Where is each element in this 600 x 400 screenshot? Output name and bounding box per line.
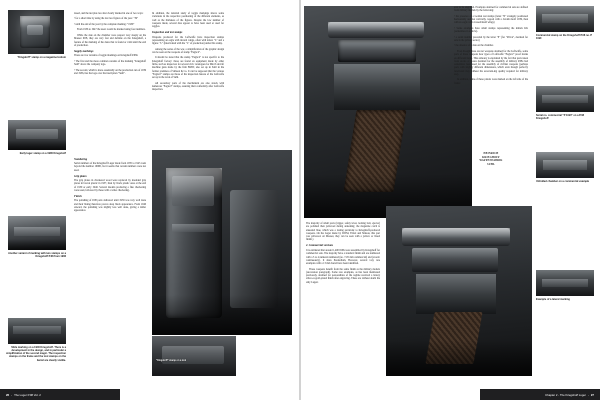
commercial-stamp-photo	[536, 6, 594, 32]
para: From 1936 to 1947 the users would be marked using four numbers.	[77, 28, 146, 32]
section-heading-finish: Finish	[74, 194, 82, 198]
bullet: • the absence of a date on the chamber.	[454, 44, 494, 48]
kriegshoff-stamp-on-a-tool-caption: "Kingdorff" stamp on a tool	[156, 360, 187, 362]
unfolded-chamber-photo	[536, 152, 594, 178]
sig-line-2: KRIEGHOFF	[482, 155, 500, 159]
spread-gutter	[299, 0, 301, 400]
lateral-marking-example-caption: Example of a lateral marking	[536, 298, 570, 301]
lateral-marking-photo	[536, 270, 594, 296]
section-heading-commercial-versions: 2. Commercial versions	[306, 244, 334, 248]
para: These weapons benefit from the same finish as the military models (succession paragraph). Some rare examples, as has been mentioned previously, destined for personalities of the regime received a luxury silver-or-gold-plated finish after engraving. These are without doubt the only Lugers	[306, 267, 380, 284]
left-page-footer: 26 - The Luger P.08 Vol. 2	[0, 389, 299, 400]
para: In addition, the detailed study of toggle markings shows some variations in the respective positioning of the different elements, as well as the thickness of the figures. Despite the low number of weapons made, several dies appear to have been used or used for toggles.	[152, 12, 224, 29]
para: Among the series of the war, a simplification of the graphic design can be seen on the weapons of stamp "Eagle/2".	[152, 47, 224, 54]
right-page-footer: Chapter 2 - The Kriegshoff Luger - 27	[300, 389, 600, 400]
para: The majority of small parts (trigger, safety lever, locking bolt, ejector) are polished then yellowed during annealing; the magazine catch is annealed blue, which was a lasting particular to Kriegshoff-produced weapons. On the Luger made by DWM, Erfurt and Simson, this part was yellowed. At Mauser, they can be seen with a yellow or blued finish.)	[306, 222, 380, 242]
para: Even though these are not weapons destined for the Luftwaffe, some parts of these weapons bear types of Luftwaffe "Eagle/2" proof marks on different items. This armoury is explained by the fact that parts taken from stocks of spares destined for the assembly of military P.08s had sometimes been used for the assembly of civilian weapons (perhaps parts with slightly different dimensions, which even though perfectly functional may without the ascertain-ing quality required for military use).	[454, 49, 528, 76]
para: Weapons produced for the Luftwaffe have inspection stamps representing an eagle with inward wings, often with letters "L" and a figure: "L" (intertwined with the "L" of production) under this stamp.	[152, 35, 224, 46]
para: It should be noted that the stamp "Eagle/2" is not specific to the Kriegshoff factory: these are found on equipment made by other firms, such as inspectors for several civic catalogues for Mk15 aircraft machine guns made by the firm BMW, also set up in Suhl in the former premises of Simson & Co. It can be supposed that the various "Eagle/2" stamps are those of the inspection bureau of the Luftwaffe set up in the town of Suhl.	[152, 56, 224, 80]
right-folio: 27	[590, 392, 594, 397]
bullet: • The first and the more common consists of the marking "Kriegshoff Suhl" above the company logo.	[74, 59, 146, 67]
bullet: • a serial number preceded by the letter "P" (for "Privat", destined for sale in the private sector)	[454, 35, 528, 42]
variant-marking-1906-photo	[8, 216, 66, 250]
kleiner-stamp-magazine-bottom: "Kingdorff" stamp on a magazine bottom	[17, 56, 66, 59]
slide-marking-1940-photo	[8, 318, 66, 344]
serial-number-1906-photo	[152, 336, 236, 376]
bullet: • for a short time by using the last two figures of the year: "39"	[74, 17, 139, 21]
sig-line-4: SUHL	[487, 162, 495, 166]
section-heading-inspection-stamps: Inspection and test stamps	[152, 30, 183, 34]
section-heading-grip-plates: Grip plates	[74, 174, 87, 178]
para: It is estimated that around 1,400 P.08s were assembled by Kriegshoff for commercial sale. The majority have a standard finish and are numbered with a 3 to 4 numeral numbered (no. 7-05 mm commercial) and (sworn/ continuously). It dates Pasabellum, However, several very rare examples with a 13 mm barrel have been identified.	[306, 248, 381, 266]
toggle-marking-photo	[8, 120, 66, 150]
para: The grip plates in checkered wood were replaced by moulded grip plates in brown plastic in 1937, then by black plastic ones at the end of 1939 or early 1940. Several models producing a fine checkering were used, followed by those with a wider checkering.	[74, 179, 146, 193]
slide-marking-1940-caption: Slide marking on a 1940 Kriegshoff. There is a development in the design, and in particular a simplification of the second magic. The inspection stamps on the frame and the tool stamps on the barrel are clearly visible.	[5, 346, 66, 362]
para: dosed, and the nut plus two shot clearly marked in one of two ways:	[74, 12, 144, 15]
unfolded-chamber-caption: Unfolded chamber on a commercial example	[536, 180, 590, 183]
para: ever to be engraved. Examples destined for commercial sale are defined from military models by the following:	[454, 6, 528, 13]
bullet: • The second, which is more essentially on the production run of 1939 and 1936, has the logo over the inscription "Suhl".	[74, 68, 146, 75]
lateral-marking-text-block	[454, 152, 528, 166]
serial-no-commercial-caption: Serial no. commercial "P 1190" on a P.08 Kriegshoff	[536, 114, 584, 121]
section-heading-numbering: Numbering	[74, 157, 88, 161]
bullet: • Some examples have small stamps representing the initials KK (sometimes in a circle).	[454, 26, 528, 34]
commercial-stamp-p08-caption: Commercial stamp on the Kriegshoff P.08 no. P 1190	[536, 34, 593, 41]
right-column-one	[306, 222, 380, 286]
sig-line-1: HEINRICH	[483, 152, 499, 155]
early-luger-1906-caption: Early luger stamp on a 1906 Kriegshoff	[19, 152, 66, 155]
para: All secondary parts of the mechanism are also struck with numerous "Eagle/2" stamps, assuring their conformity after Luftwaffe inspection.	[152, 81, 224, 92]
left-folio: 26	[6, 392, 10, 397]
para: While the date on the chamber were suspect very deeply on the Mauser P.08, they are very fast and definite on the Kriegshoff, a feature of the marking of the dates that is found or valid until the end of production.	[74, 33, 146, 47]
right-footer-title: Chapter 2 - The Kriegshoff Luger	[545, 392, 586, 397]
para: In addition, some of these pistols were marked on the left side of the frame:	[454, 78, 528, 85]
para: Serial numbers of the Kriegshoff Luger made from 1935 to 1945 went beyond the number 10000, but it seems that certain numbers were not used.	[74, 162, 146, 172]
left-column-one-lower	[74, 155, 146, 215]
para: The polishing of P.08 parts delivered until 1939 was very well done and their bluing therefore proves deep black appearance. From 1940 onward, the polishing was slightly less well done, giving a duller appearance.	[74, 199, 146, 213]
right-page	[300, 0, 600, 400]
magazine-bottom-photo	[8, 10, 64, 54]
serial-number-commercial-photo	[536, 86, 594, 112]
left-column-two	[152, 12, 224, 94]
full-pistol-photo	[304, 6, 472, 218]
section-heading-supply-markings: Supply markings	[74, 49, 94, 53]
bottom-pistol-photo	[386, 206, 532, 376]
bullet: • the presence of a Golden test stamps (letter "N" strangely positioned horizontally and not vertically, topped with a Jewish mold 1939, then with an eagle with crossed/mold wings)	[454, 14, 528, 25]
sig-line-3: WAFFENFABRIK	[479, 159, 503, 162]
another-variant-marking-caption: Another variant of marking with two stamps on a Kriegshoff P.08 from 1906	[8, 252, 66, 259]
left-column-one	[74, 12, 146, 77]
bullet: • until the end of the year by the complete marking: "1939"	[74, 22, 135, 26]
para: There are two variants of toggle markings on Kriegshoff P.08s:	[74, 54, 139, 58]
right-column-two	[454, 6, 528, 87]
barrel-tool-stamps-photo	[152, 150, 292, 335]
left-footer-title: The Luger P.08 Vol. 2	[14, 392, 41, 397]
